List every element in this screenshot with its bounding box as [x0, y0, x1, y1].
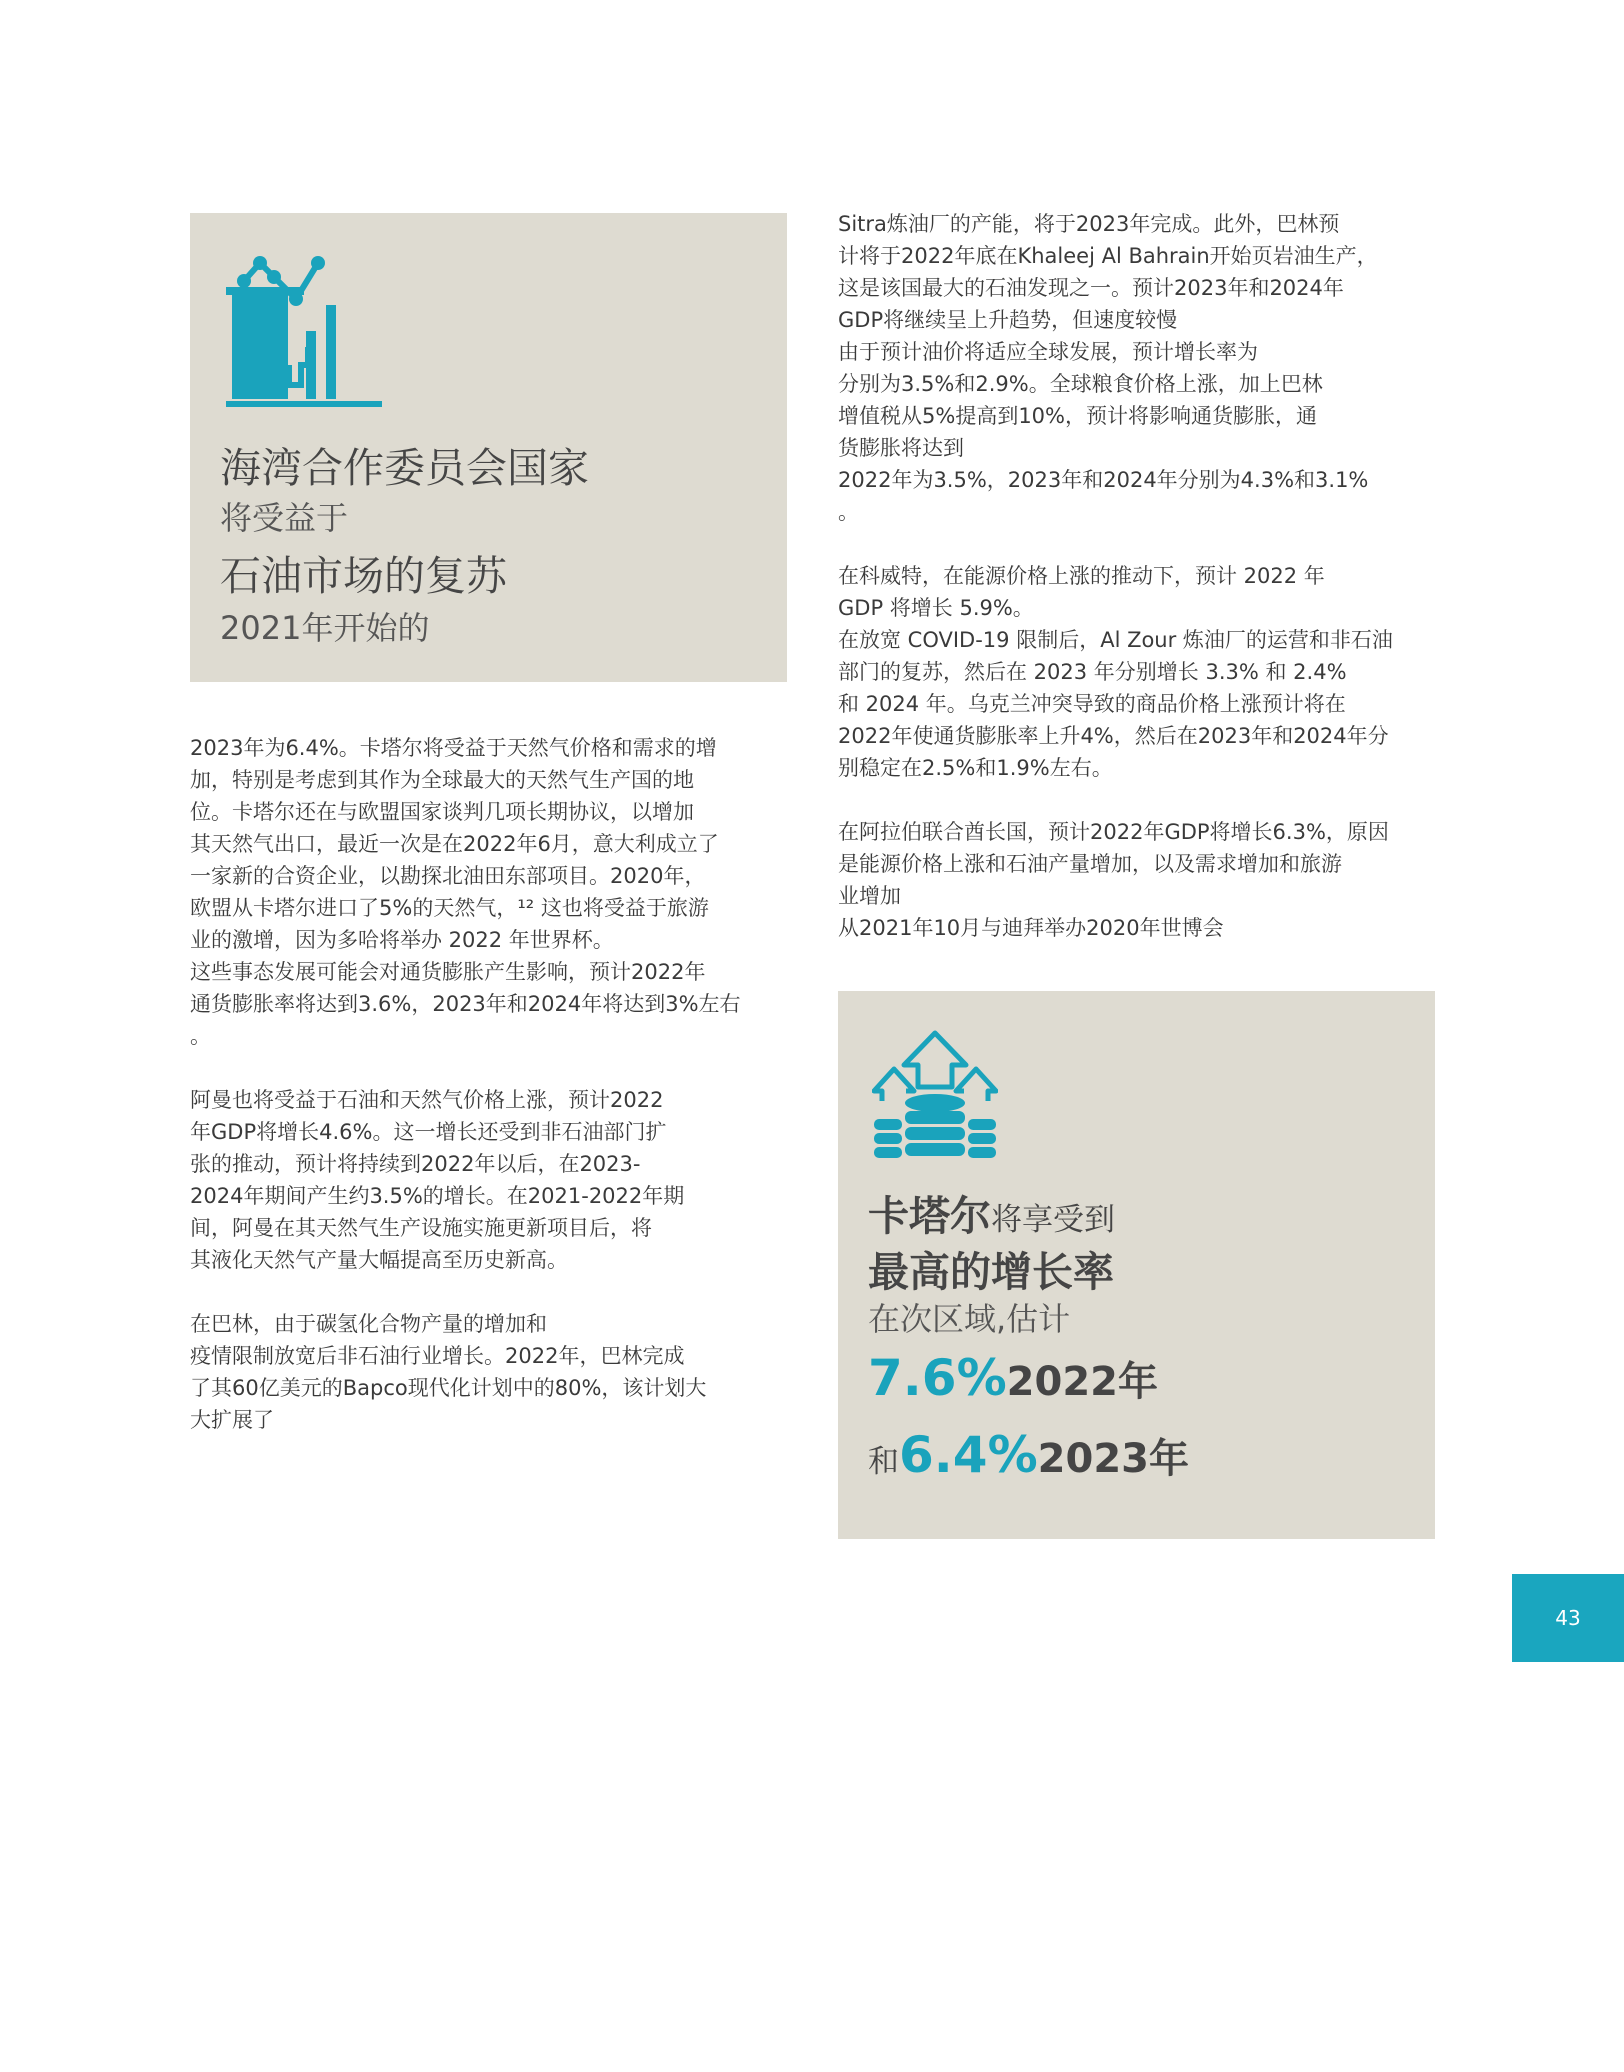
text-line: 货膨胀将达到	[838, 436, 964, 460]
text-line: 是能源价格上涨和石油产量增加，以及需求增加和旅游	[838, 852, 1342, 876]
text-line: 位。卡塔尔还在与欧盟国家谈判几项长期协议，以增加	[190, 800, 694, 824]
paragraph-kuwait	[838, 560, 1436, 784]
text-line: 在放宽 COVID-19 限制后，Al Zour 炼油厂的运营和非石油	[838, 628, 1393, 652]
paragraph-bahrain-continued	[838, 208, 1436, 528]
text-line: 2022年使通货膨胀率上升4%，然后在2023年和2024年分	[838, 724, 1389, 748]
text-line: 年GDP将增长4.6%。这一增长还受到非石油部门扩	[190, 1120, 667, 1144]
text-line: 这些事态发展可能会对通货膨胀产生影响，预计2022年	[190, 960, 706, 984]
text-line: 。	[190, 1024, 211, 1048]
paragraph-oman	[190, 1084, 788, 1276]
text-line: GDP 将增长 5.9%。	[838, 596, 1034, 620]
gcc-highlight-box	[190, 213, 787, 682]
text-line: Sitra炼油厂的产能，将于2023年完成。此外，巴林预	[838, 212, 1340, 236]
text-line: 在阿拉伯联合酋长国，预计2022年GDP将增长6.3%，原因	[838, 820, 1389, 844]
text-line: 阿曼也将受益于石油和天然气价格上涨，预计2022	[190, 1088, 664, 1112]
box-title-line1: 海湾合作委员会国家	[220, 444, 589, 492]
text-line: 在科威特，在能源价格上涨的推动下，预计 2022 年	[838, 564, 1325, 588]
paragraph-qatar	[190, 732, 788, 1052]
text-line: 通货膨胀率将达到3.6%，2023年和2024年将达到3%左右	[190, 992, 741, 1016]
text-line: 疫情限制放宽后非石油行业增长。2022年，巴林完成	[190, 1344, 685, 1368]
qatar-title-line3: 在次区域,估计	[868, 1300, 1071, 1338]
text-line: 加，特别是考虑到其作为全球最大的天然气生产国的地	[190, 768, 694, 792]
qatar-title-line2: 最高的增长率	[868, 1248, 1114, 1296]
box-title-line3: 石油市场的复苏	[220, 552, 507, 600]
country-name: 卡塔尔	[868, 1192, 991, 1240]
qatar-highlight-box	[838, 991, 1435, 1539]
growth-rate-value: 6.4%	[899, 1426, 1038, 1484]
left-column	[190, 732, 788, 1436]
paragraph-bahrain	[190, 1308, 788, 1436]
box-title-line4: 2021年开始的	[220, 609, 430, 647]
text-line: 欧盟从卡塔尔进口了5%的天然气，¹² 这也将受益于旅游	[190, 896, 709, 920]
text-line: 增值税从5%提高到10%，预计将影响通货膨胀，通	[838, 404, 1317, 428]
qatar-title-line1	[868, 1183, 1115, 1242]
growth-rate-2023	[868, 1426, 1189, 1484]
growth-rate-year: 2022年	[1006, 1359, 1158, 1405]
text-line: 间，阿曼在其天然气生产设施实施更新项目后，将	[190, 1216, 652, 1240]
growth-rate-value: 7.6%	[868, 1349, 1007, 1407]
text-line: 业增加	[838, 884, 901, 908]
text-line: 了其60亿美元的Bapco现代化计划中的80%，该计划大	[190, 1376, 707, 1400]
text-line: 从2021年10月与迪拜举办2020年世博会	[838, 916, 1224, 940]
paragraph-uae	[838, 816, 1436, 944]
text-line: 其天然气出口，最近一次是在2022年6月，意大利成立了	[190, 832, 719, 856]
text-line: 计将于2022年底在Khaleej Al Bahrain开始页岩油生产，	[838, 244, 1378, 268]
box-title-line2: 将受益于	[220, 499, 349, 537]
text-line: 张的推动，预计将持续到2022年以后，在2023-	[190, 1152, 641, 1176]
text-line: 大扩展了	[190, 1408, 274, 1432]
text-line: 在巴林，由于碳氢化合物产量的增加和	[190, 1312, 547, 1336]
qatar-title-rest: 将享受到	[991, 1202, 1115, 1238]
text-line: 。	[838, 500, 859, 524]
right-column	[838, 208, 1436, 944]
text-line: 分别为3.5%和2.9%。全球粮食价格上涨，加上巴林	[838, 372, 1323, 396]
text-line: 和 2024 年。乌克兰冲突导致的商品价格上涨预计将在	[838, 692, 1346, 716]
text-line: 部门的复苏，然后在 2023 年分别增长 3.3% 和 2.4%	[838, 660, 1347, 684]
text-line: 2024年期间产生约3.5%的增长。在2021-2022年期	[190, 1184, 685, 1208]
text-line: 其液化天然气产量大幅提高至历史新高。	[190, 1248, 568, 1272]
coins-growth-arrows-icon	[872, 1029, 998, 1163]
text-line: 这是该国最大的石油发现之一。预计2023年和2024年	[838, 276, 1344, 300]
text-line: 一家新的合资企业，以勘探北油田东部项目。2020年，	[190, 864, 706, 888]
text-line: 2023年为6.4%。卡塔尔将受益于天然气价格和需求的增	[190, 736, 717, 760]
growth-rate-year: 2023年	[1037, 1436, 1189, 1482]
text-line: GDP将继续呈上升趋势，但速度较慢	[838, 308, 1178, 332]
text-line: 2022年为3.5%，2023年和2024年分别为4.3%和3.1%	[838, 468, 1369, 492]
growth-rate-2022	[868, 1349, 1158, 1407]
text-line: 由于预计油价将适应全球发展，预计增长率为	[838, 340, 1258, 364]
chart-gas-pump-icon	[226, 255, 382, 411]
and-label: 和	[868, 1444, 899, 1480]
text-line: 别稳定在2.5%和1.9%左右。	[838, 756, 1113, 780]
page-number: 43	[1512, 1574, 1624, 1662]
text-line: 业的激增，因为多哈将举办 2022 年世界杯。	[190, 928, 614, 952]
